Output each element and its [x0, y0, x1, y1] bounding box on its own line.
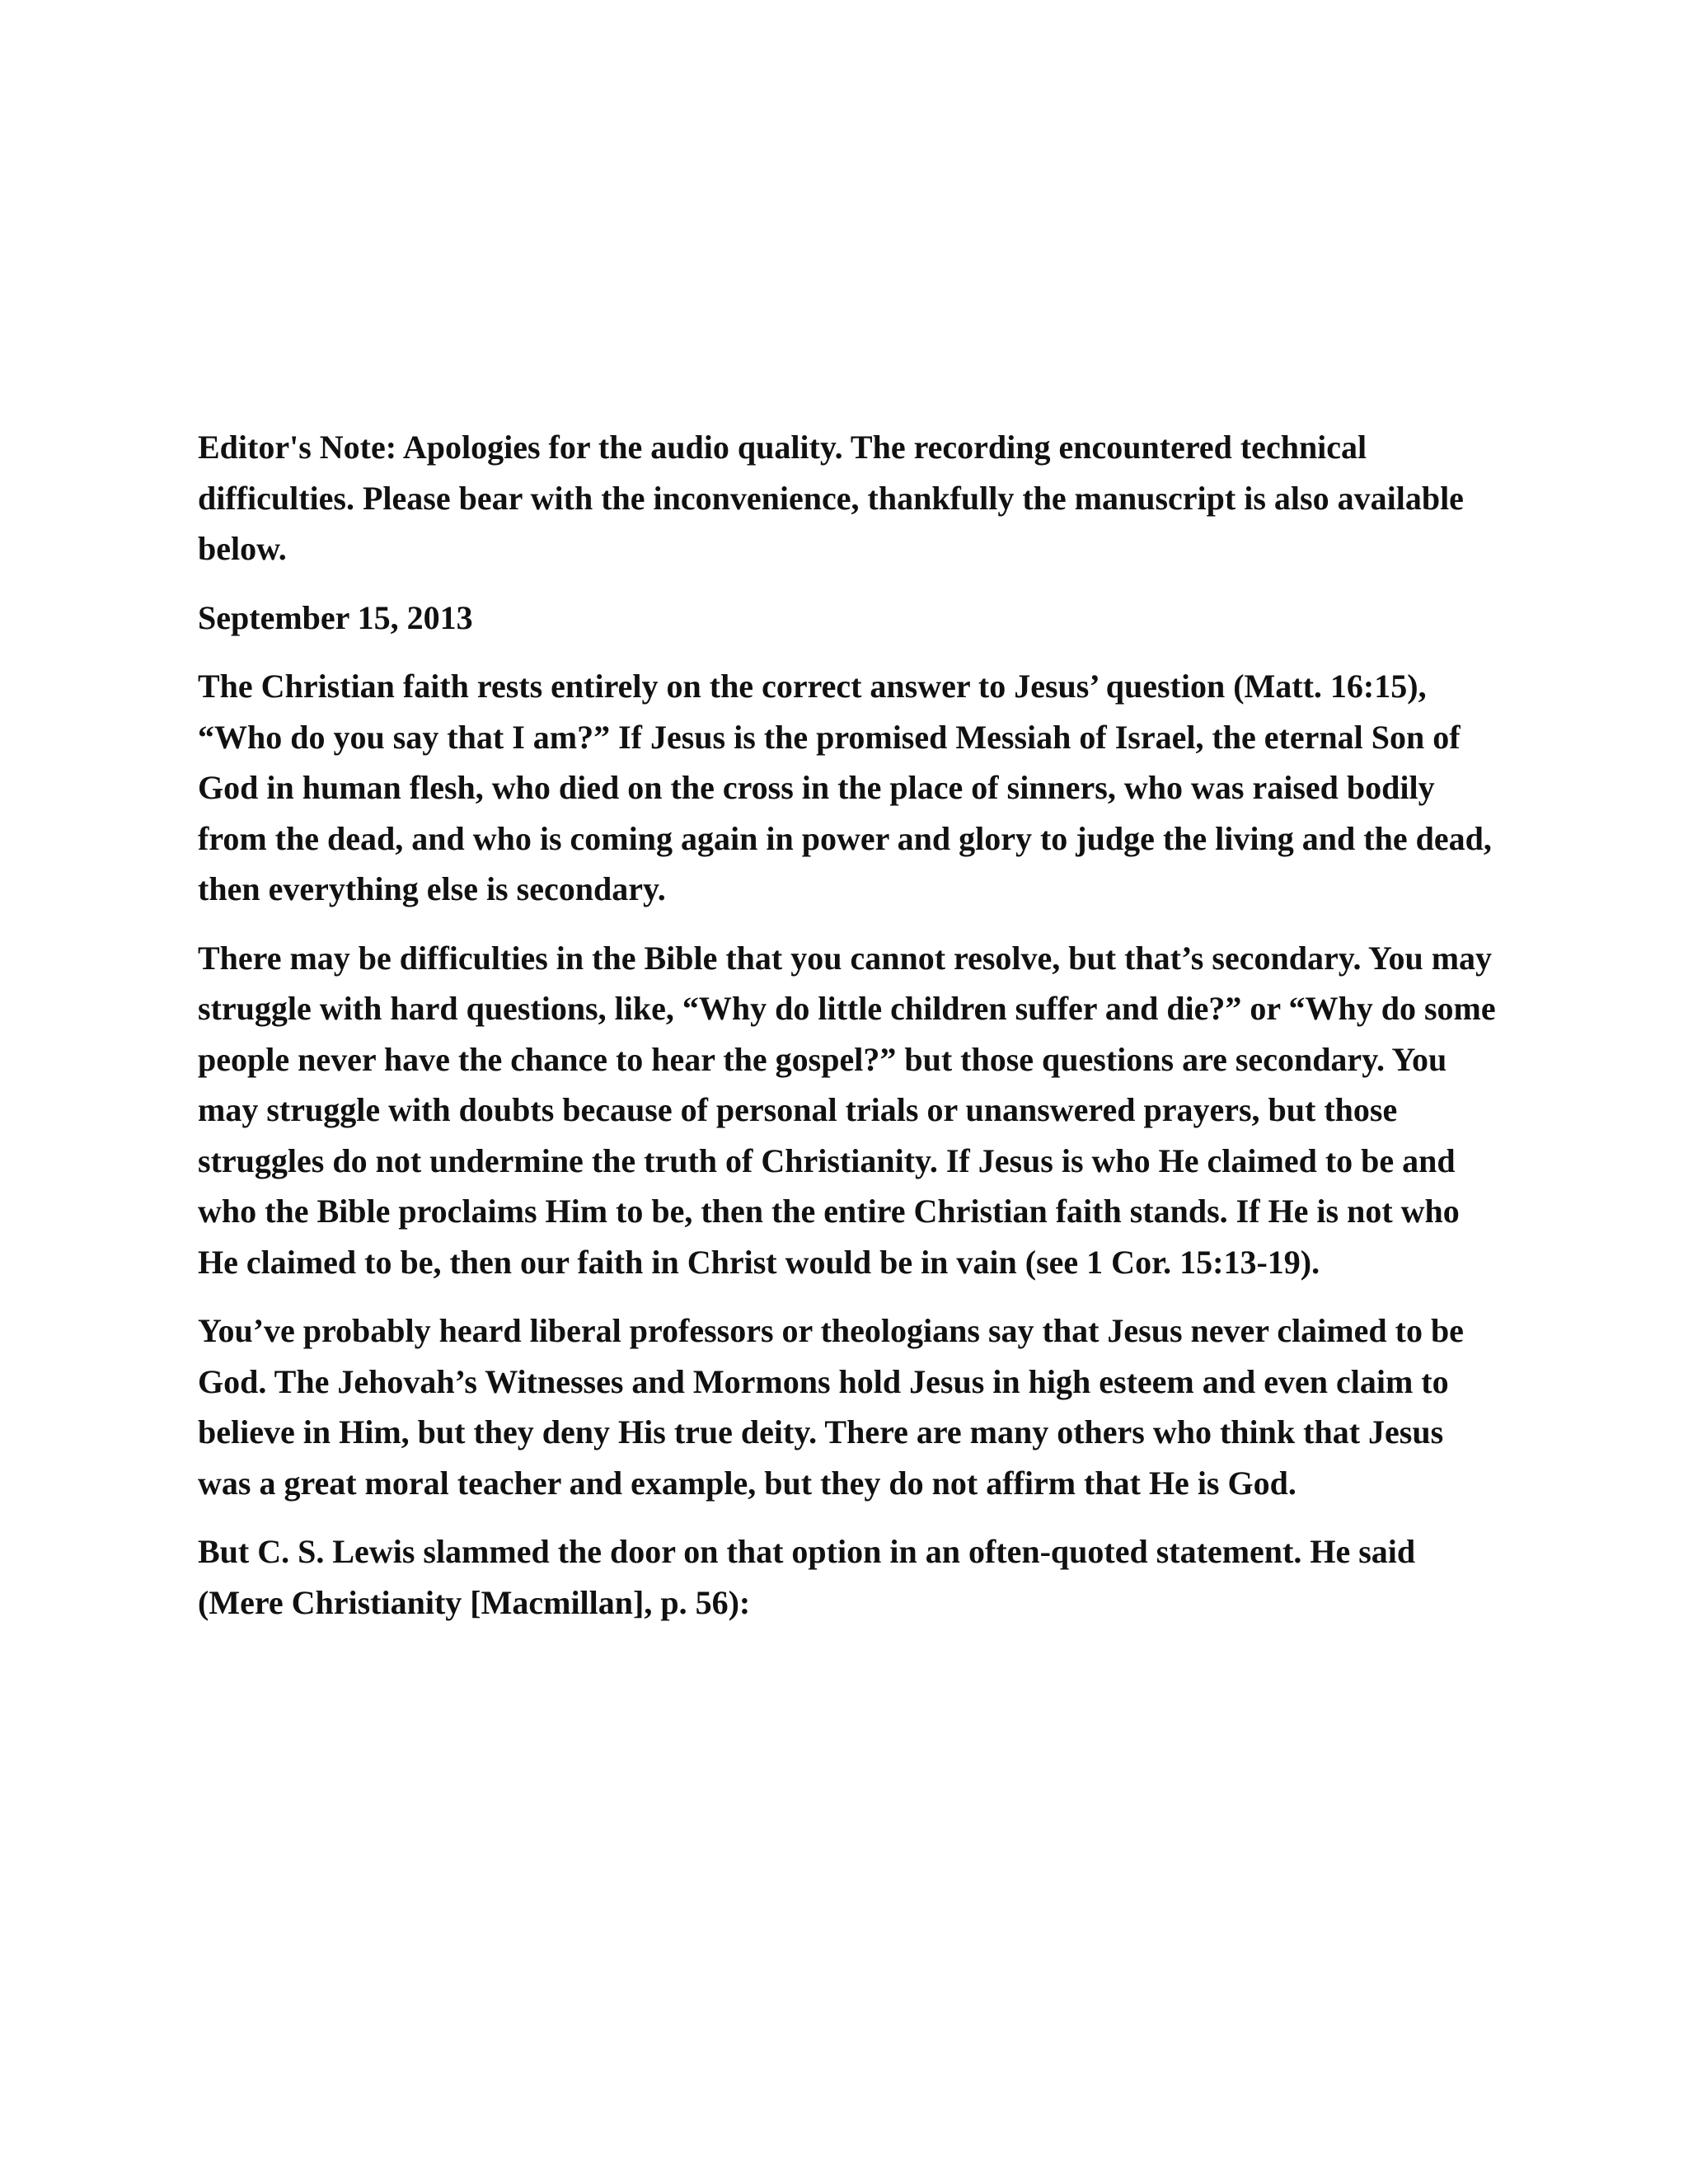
editors-note: Editor's Note: Apologies for the audio quality. The recording encountered technical difficulties. Please bear with the inconvenience, thankfully the manuscript is also available below.	[198, 429, 1464, 567]
body-paragraph-4: But C. S. Lewis slammed the door on that option in an often-quoted statement. He said (Mere Christianity [Macmillan], p. 56):	[198, 1533, 1416, 1621]
sermon-date: September 15, 2013	[198, 598, 473, 636]
body-paragraph-2: There may be difficulties in the Bible that you cannot resolve, but that’s secondary. You may struggle with hard questions, like, “Why do little children suffer and die?” or “Why do some people never have the chance to hear the gospel?” but those questions are secondary. You may struggle with doubts because of personal trials or unanswered prayers, but those struggles do not undermine the truth of Christianity. If Jesus is who He claimed to be and who the Bible proclaims Him to be, then the entire Christian faith stands. If He is not who He claimed to be, then our faith in Christ would be in vain (see 1 Cor. 15:13-19).	[198, 939, 1496, 1281]
body-paragraph-1: The Christian faith rests entirely on the correct answer to Jesus’ question (Matt. 16:15), “Who do you say that I am?” If Jesus is the promised Messiah of Israel, the eternal Son of God in human flesh, who died on the cross in the place of sinners, who was raised bodily from the dead, and who is coming again in power and glory to judge the living and the dead, then everything else is secondary.	[198, 668, 1492, 907]
body-paragraph-3: You’ve probably heard liberal professors or theologians say that Jesus never claimed to be God. The Jehovah’s Witnesses and Mormons hold Jesus in high esteem and even claim to believe in Him, but they deny His true deity. There are many others who think that Jesus was a great moral teacher and example, but they do not affirm that He is God.	[198, 1312, 1464, 1502]
document-page	[198, 422, 1500, 1646]
